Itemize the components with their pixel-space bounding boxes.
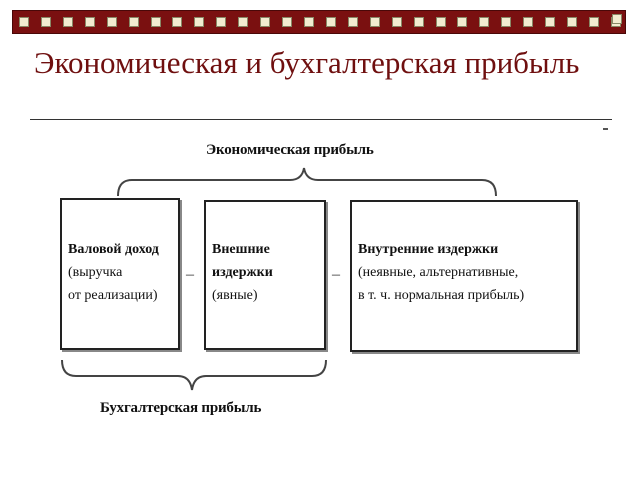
band-square-icon xyxy=(501,17,511,27)
economic-profit-label: Экономическая прибыль xyxy=(206,142,374,158)
band-corner-square-icon xyxy=(612,14,622,24)
divider-tick xyxy=(603,128,608,130)
band-square-icon xyxy=(589,17,599,27)
band-square-icon xyxy=(151,17,161,27)
band-square-icon xyxy=(304,17,314,27)
external-costs-heading: издержки xyxy=(212,265,273,280)
gross-revenue-text xyxy=(68,238,159,307)
internal-costs-line: в т. ч. нормальная прибыль) xyxy=(358,288,525,303)
band-square-icon xyxy=(216,17,226,27)
internal-costs-text xyxy=(358,238,524,307)
internal-costs-line: (неявные, альтернативные, xyxy=(358,265,519,280)
top-decorative-band xyxy=(12,10,626,34)
gross-revenue-line: от реализации) xyxy=(68,288,158,303)
band-square-icon xyxy=(370,17,380,27)
internal-costs-box xyxy=(350,200,578,352)
band-square-icon xyxy=(523,17,533,27)
band-square-icon xyxy=(194,17,204,27)
external-costs-line: (явные) xyxy=(212,288,258,303)
band-square-icon xyxy=(348,17,358,27)
gross-revenue-line: (выручка xyxy=(68,265,123,280)
band-square-icon xyxy=(129,17,139,27)
band-square-icon xyxy=(172,17,182,27)
gross-revenue-box xyxy=(60,198,180,350)
band-square-icon xyxy=(19,17,29,27)
slide-title: Экономическая и бухгалтерская прибыль xyxy=(34,45,580,80)
band-square-icon xyxy=(436,17,446,27)
band-square-icon xyxy=(282,17,292,27)
band-square-icon xyxy=(479,17,489,27)
external-costs-box xyxy=(204,200,326,350)
band-square-icon xyxy=(392,17,402,27)
band-square-icon xyxy=(107,17,117,27)
external-costs-heading: Внешние xyxy=(212,242,270,257)
band-square-icon xyxy=(414,17,424,27)
band-square-icon xyxy=(63,17,73,27)
accounting-profit-label: Бухгалтерская прибыль xyxy=(100,400,262,416)
minus-operator: – xyxy=(332,266,340,283)
external-costs-text xyxy=(212,238,273,307)
bottom-brace xyxy=(62,360,326,390)
band-square-icon xyxy=(457,17,467,27)
title-divider xyxy=(30,119,612,120)
internal-costs-heading: Внутренние издержки xyxy=(358,242,499,257)
band-squares xyxy=(19,14,621,30)
band-square-icon xyxy=(567,17,577,27)
band-square-icon xyxy=(41,17,51,27)
top-brace xyxy=(118,168,496,196)
band-square-icon xyxy=(238,17,248,27)
band-square-icon xyxy=(326,17,336,27)
band-square-icon xyxy=(85,17,95,27)
band-square-icon xyxy=(260,17,270,27)
minus-operator: – xyxy=(186,266,194,283)
gross-revenue-heading: Валовой доход xyxy=(68,242,159,257)
band-square-icon xyxy=(545,17,555,27)
profit-diagram xyxy=(40,128,600,428)
